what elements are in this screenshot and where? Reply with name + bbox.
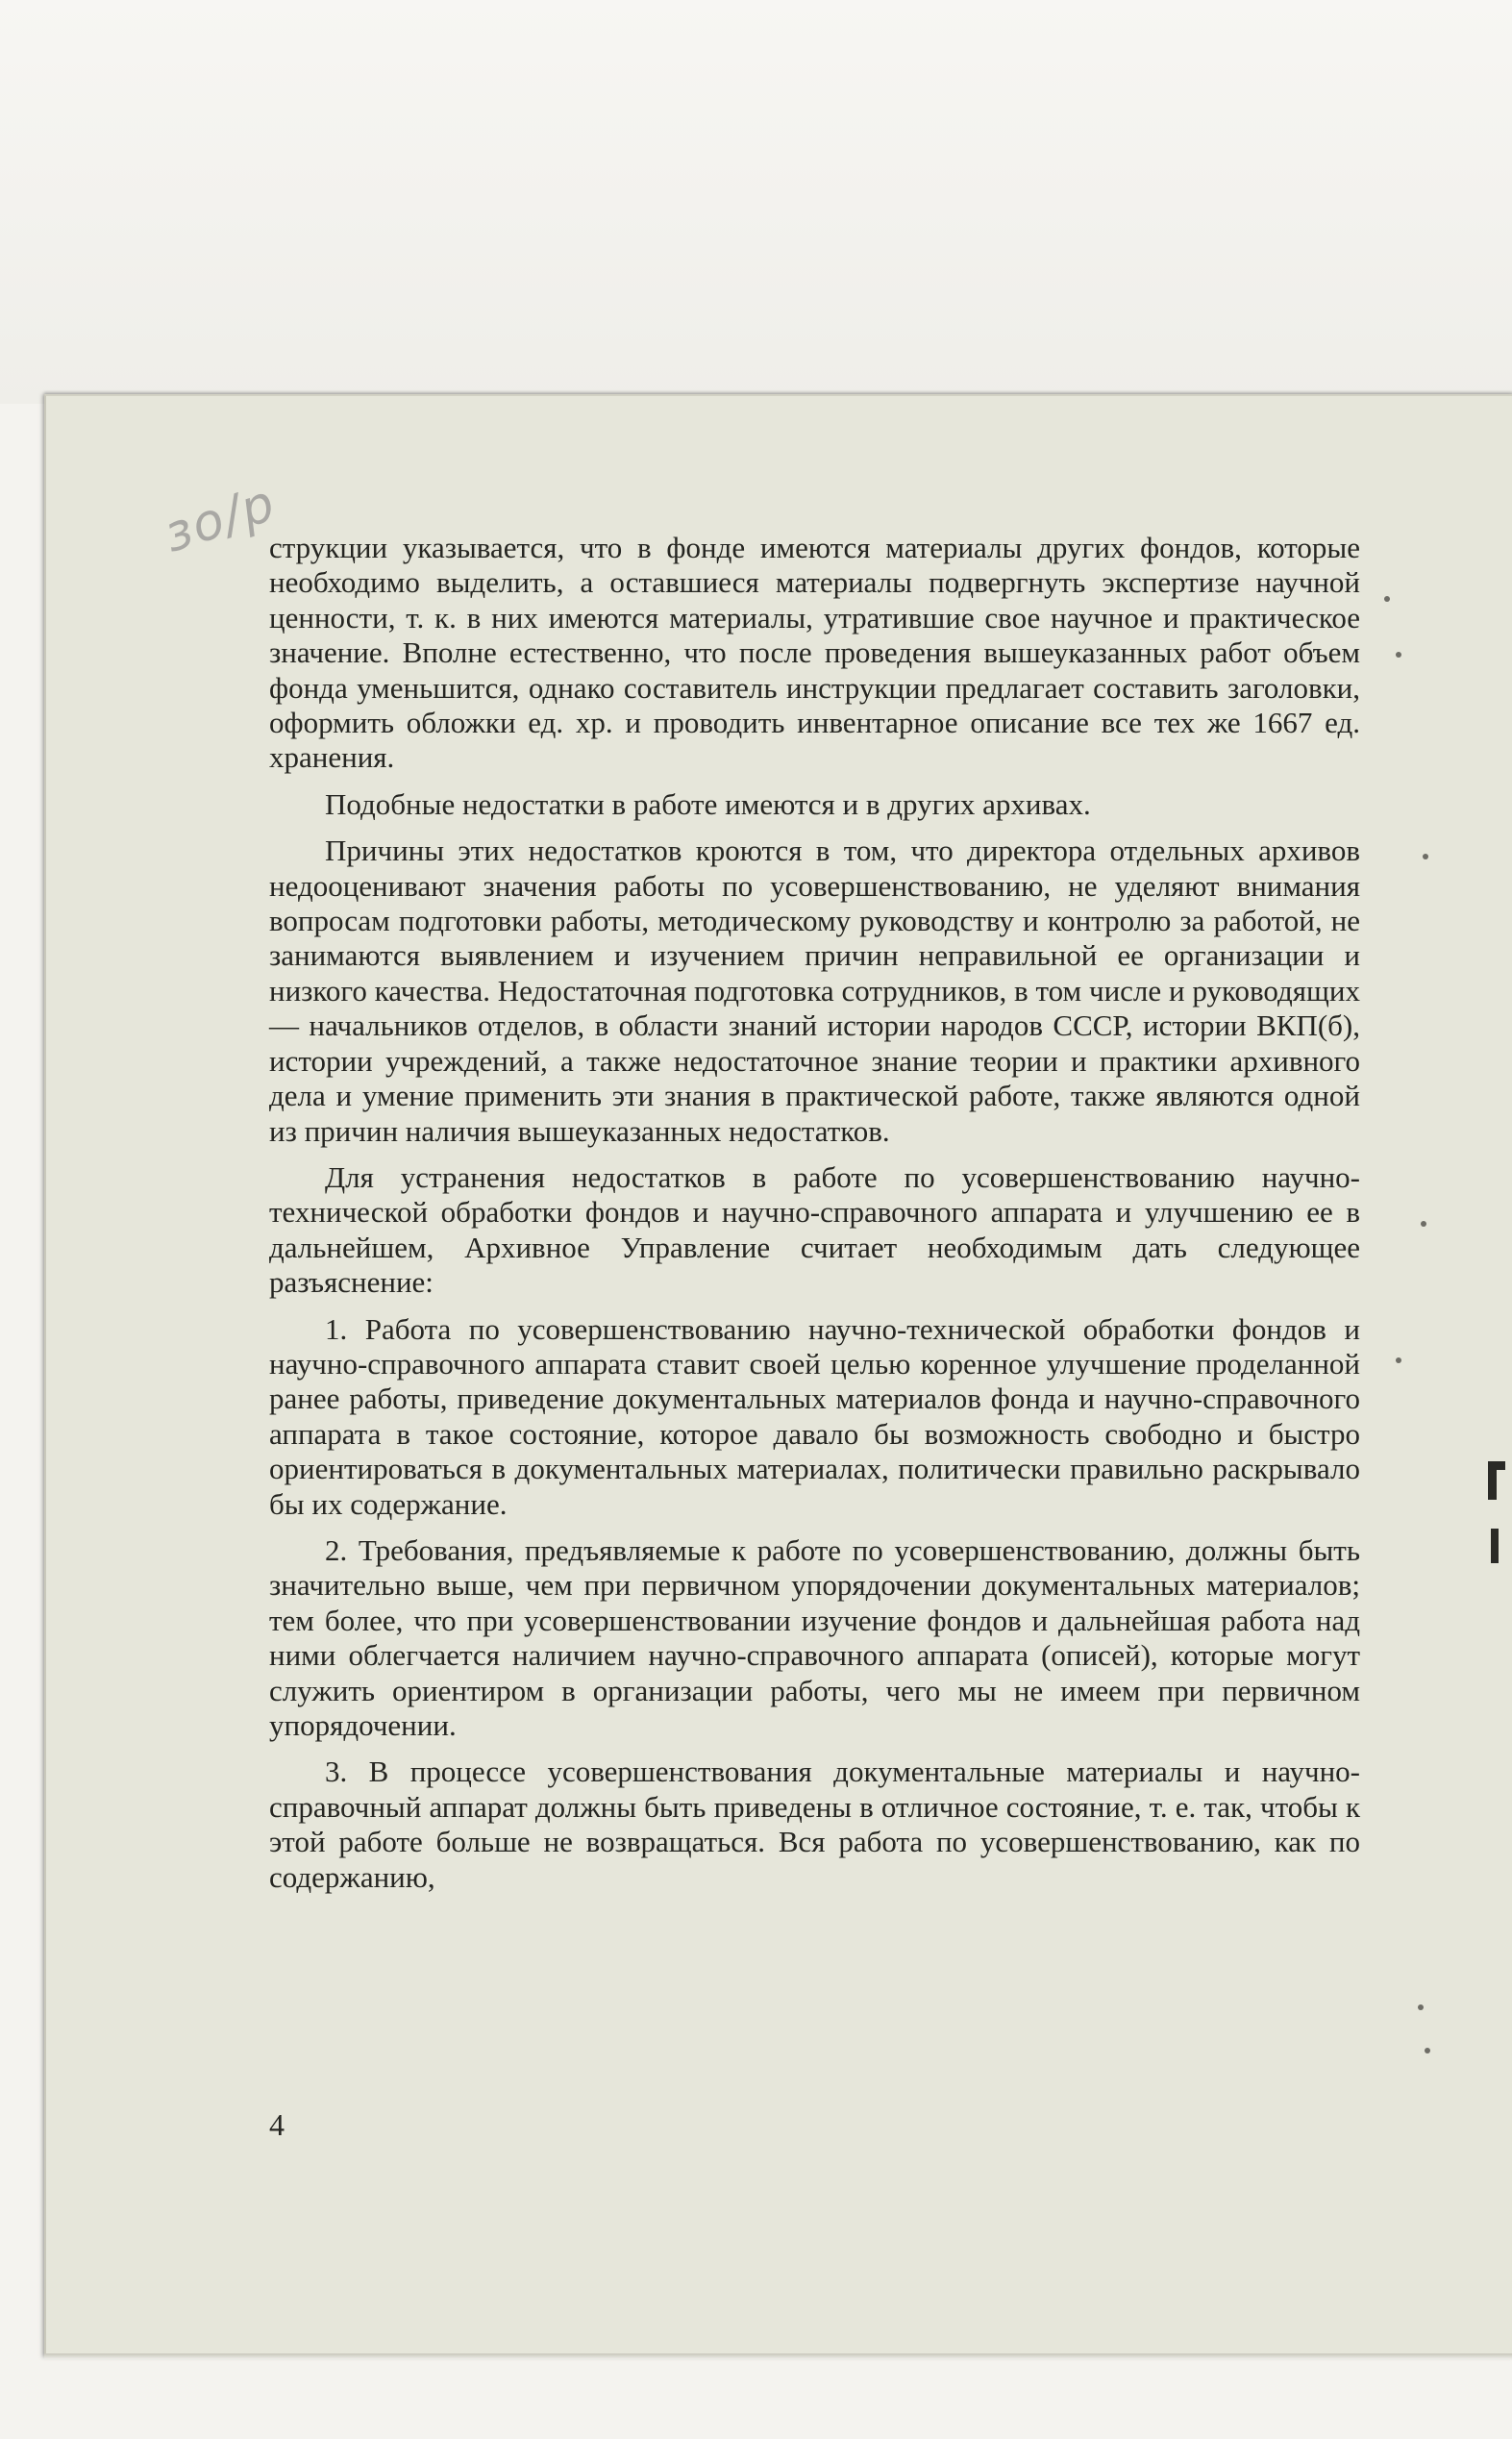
paragraph-item-3: 3. В процессе усовершенствования документальные материалы и научно-справочный аппарат должны быть приведены в отличное состояние, т. е. так, чтобы к этой работе больше не возвращаться. Вся работа по усовершенствованию, как по содержанию, — [269, 1755, 1360, 1894]
paper-speck — [1421, 1221, 1426, 1227]
paper-speck — [1396, 1357, 1401, 1363]
edge-mark — [1488, 1461, 1505, 1470]
handwritten-note: зо/р — [157, 474, 284, 564]
page-number: 4 — [269, 2107, 285, 2142]
paper-speck — [1425, 2048, 1430, 2053]
edge-mark — [1491, 1529, 1499, 1563]
paragraph-continuation: струкции указывается, что в фонде имеются материалы других фондов, которые необходимо выделить, а оставшиеся материалы подвергнуть экспертизе научной ценности, т. к. в них имеются материалы, утратившие свое научное и практическое значение. Вполне естественно, что после проведения вышеуказанных работ объем фонда уменьшится, однако составитель инструкции предлагает составить заголовки, оформить обложки ед. хр. и проводить инвентарное описание все тех же 1667 ед. хранения. — [269, 531, 1360, 775]
paragraph-causes: Причины этих недостатков кроются в том, что директора отдельных архивов недооценивают значения работы по усовершенствованию, не уделяют внимания вопросам подготовки работы, методическому руководству и контролю за работой, не занимаются выявлением и изучением причин неправильной ее организации и низкого качества. Недостаточная подготовка сотрудников, в том числе и руководящих — начальников отделов, в области знаний истории народов СССР, истории ВКП(б), истории учреждений, а также недостаточное знание теории и практики архивного дела и умение применить эти знания в практической работе, также являются одной из причин наличия вышеуказанных недостатков. — [269, 834, 1360, 1148]
paper-speck — [1418, 2004, 1424, 2010]
paragraph-item-1: 1. Работа по усовершенствованию научно-технической обработки фондов и научно-справочного аппарата ставит своей целью коренное улучшение проделанной ранее работы, приведение документальных материалов фонда и научно-справочного аппарата в такое состояние, которое давало бы возможность свободно и быстро ориентироваться в документальных материалах, политически правильно раскрывало бы их содержание. — [269, 1311, 1360, 1521]
paragraph-other-archives: Подобные недостатки в работе имеются и в других архивах. — [325, 786, 1091, 821]
sheet-bottom-edge — [44, 2353, 1512, 2359]
background-above-sheet — [0, 0, 1512, 404]
paragraph-clarification-intro: Для устранения недостатков в работе по усовершенствованию научно-технической обработки фондов и научно-справочного аппарата и улучшению ее в дальнейшем, Архивное Управление считает необходимым дать следующее разъяснение: — [269, 1159, 1360, 1300]
body-text — [269, 531, 1360, 1906]
paragraph-item-2: 2. Требования, предъявляемые к работе по усовершенствованию, должны быть значительно выше, чем при первичном упорядочении документальных материалов; тем более, что при усовершенствовании изучение фондов и дальнейшая работа над ними облегчается наличием научно-справочного аппарата (описей), которые могут служить ориентиром в организации работы, чего мы не имеем при первичном упорядочении. — [269, 1532, 1360, 1742]
paper-speck — [1396, 652, 1401, 658]
paper-speck — [1423, 854, 1428, 859]
paper-speck — [1384, 596, 1390, 602]
